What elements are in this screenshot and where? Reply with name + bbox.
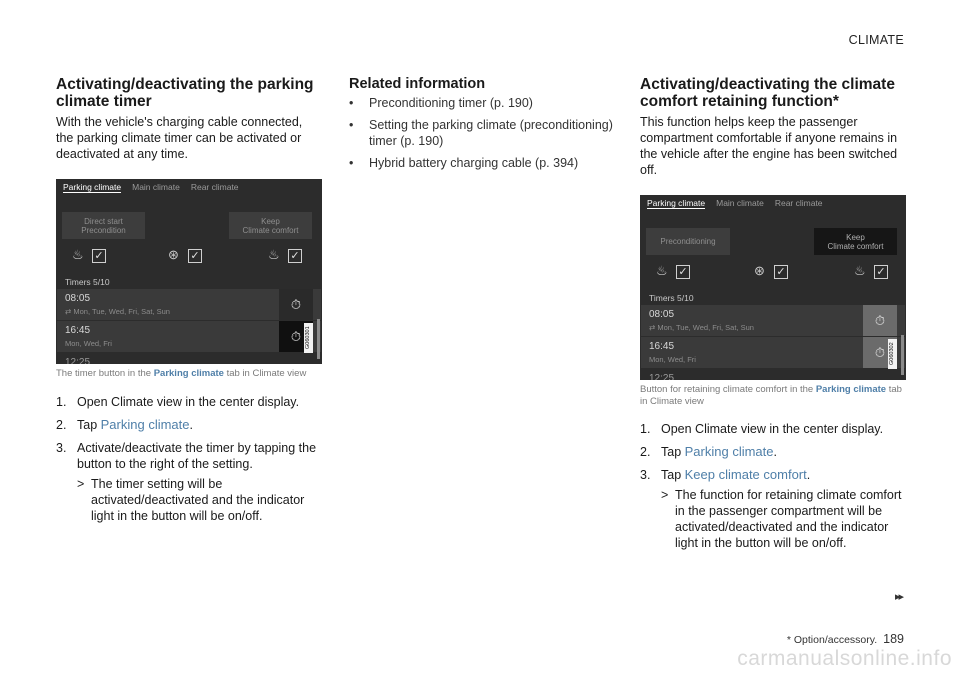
section-header: CLIMATE bbox=[848, 33, 904, 47]
step-item: 2. Tap Parking climate. bbox=[56, 416, 193, 432]
scrollbar[interactable] bbox=[317, 319, 320, 359]
step-result: > The timer setting will be activated/deactivated and the indicator light in the button will be on/off. bbox=[77, 476, 305, 523]
timer-icon: ⏱ bbox=[874, 312, 886, 328]
step-result: > The function for retaining climate comfort in the passenger compartment will be activated/deactivated and the indicator light in the button will be on/off. bbox=[661, 488, 902, 550]
section-title: Activating/deactivating the climate comfort retaining function* bbox=[640, 76, 895, 110]
tab-parking-climate[interactable]: Parking climate bbox=[63, 179, 121, 193]
timer-toggle-button[interactable] bbox=[279, 289, 313, 320]
checkbox-checked-icon[interactable]: ✓ bbox=[676, 265, 690, 279]
screen-tabs bbox=[640, 195, 906, 213]
seat-heat-icon: ♨ bbox=[72, 247, 84, 262]
steering-heat-icon: ⊛ bbox=[754, 263, 765, 278]
intro-paragraph: With the vehicle's charging cable connected, the parking climate timer can be activated or deactivated at any time. bbox=[56, 115, 303, 161]
timer-days: ⇄ Mon, Tue, Wed, Fri, Sat, Sun bbox=[65, 307, 170, 316]
tab-main-climate[interactable]: Main climate bbox=[716, 198, 764, 208]
related-link[interactable]: • Hybrid battery charging cable (p. 394) bbox=[349, 156, 579, 170]
preconditioning-button[interactable]: Preconditioning bbox=[646, 228, 730, 255]
checkbox-checked-icon[interactable]: ✓ bbox=[874, 265, 888, 279]
page-number: 189 bbox=[883, 632, 904, 646]
timer-row[interactable] bbox=[641, 305, 905, 336]
figure-caption: Button for retaining climate comfort in the Parking climate tab in Climate view bbox=[640, 384, 902, 407]
checkbox-checked-icon[interactable]: ✓ bbox=[288, 249, 302, 263]
timer-icon: ⏱ bbox=[290, 328, 302, 344]
timer-days: Mon, Wed, Fri bbox=[65, 339, 112, 348]
footnote: * Option/accessory. 189 bbox=[786, 632, 904, 646]
related-info-title: Related information bbox=[349, 76, 486, 92]
next-page-arrows-icon[interactable]: ▸▸ bbox=[894, 591, 902, 603]
screen-tabs bbox=[56, 179, 322, 197]
tab-rear-climate[interactable]: Rear climate bbox=[190, 182, 239, 192]
image-id-label: G060301 bbox=[304, 323, 313, 353]
column-climate-comfort bbox=[640, 76, 908, 558]
checkbox-checked-icon[interactable]: ✓ bbox=[188, 249, 202, 263]
timer-days: Mon, Wed, Fri bbox=[649, 355, 696, 364]
step-item: 1. Open Climate view in the center display. bbox=[56, 394, 300, 409]
timer-icon: ⏱ bbox=[874, 344, 886, 360]
timer-time: 16:45 bbox=[649, 341, 675, 352]
tab-parking-climate[interactable]: Parking climate bbox=[647, 195, 705, 209]
rear-seat-heat-icon: ♨ bbox=[268, 247, 280, 262]
intro-paragraph: This function helps keep the passenger compartment comfortable if anyone remains in the vehicle after the engine has been switched off. bbox=[640, 115, 898, 177]
tab-main-climate[interactable]: Main climate bbox=[132, 182, 180, 192]
steps-list bbox=[640, 421, 908, 551]
timer-time: 16:45 bbox=[65, 325, 91, 336]
watermark: carmanualsonline.info bbox=[737, 647, 952, 670]
timers-label: Timers 5/10 bbox=[65, 277, 110, 287]
seat-heat-row bbox=[56, 247, 322, 269]
step-item: 2. Tap Parking climate. bbox=[640, 444, 777, 459]
keep-climate-comfort-button[interactable]: Keep Climate comfort bbox=[814, 228, 897, 255]
timers-label: Timers 5/10 bbox=[649, 293, 694, 303]
rear-seat-heat-icon: ♨ bbox=[854, 263, 866, 278]
timer-days: ⇄ Mon, Tue, Wed, Fri, Sat, Sun bbox=[649, 323, 754, 332]
climate-screen-illustration bbox=[640, 195, 906, 380]
column-related-info bbox=[349, 76, 614, 177]
seat-heat-icon: ♨ bbox=[656, 263, 668, 278]
seat-heat-row bbox=[640, 263, 906, 285]
related-link[interactable]: • Setting the parking climate (preconditioning) timer (p. 190) bbox=[349, 118, 613, 148]
image-id-label: G060302 bbox=[888, 339, 897, 369]
timer-icon: ⏱ bbox=[290, 296, 302, 312]
steering-heat-icon: ⊛ bbox=[168, 247, 179, 262]
column-parking-timer bbox=[56, 76, 322, 531]
checkbox-checked-icon[interactable]: ✓ bbox=[774, 265, 788, 279]
timer-row[interactable] bbox=[57, 289, 321, 320]
step-item: 3. Tap Keep climate comfort. > The function for retaining climate comfort in the passenger compartment will be activated/deactivated and the indicator light in the button will be on/off. bbox=[640, 467, 908, 551]
timer-row[interactable] bbox=[641, 337, 905, 368]
related-link[interactable]: • Preconditioning timer (p. 190) bbox=[349, 96, 533, 110]
timer-toggle-button[interactable] bbox=[863, 305, 897, 336]
section-title: Activating/deactivating the parking climate timer bbox=[56, 76, 314, 110]
related-links-list bbox=[349, 95, 614, 171]
step-item: 1. Open Climate view in the center display. bbox=[640, 422, 884, 436]
keep-climate-comfort-button[interactable]: Keep Climate comfort bbox=[229, 212, 312, 239]
timer-time-partial: 12:25 bbox=[649, 373, 675, 380]
scrollbar[interactable] bbox=[901, 335, 904, 375]
timer-time: 08:05 bbox=[65, 293, 91, 304]
timer-row[interactable] bbox=[57, 321, 321, 352]
tab-rear-climate[interactable]: Rear climate bbox=[774, 198, 823, 208]
figure-caption: The timer button in the Parking climate tab in Climate view bbox=[56, 368, 307, 379]
repeat-icon: ⇄ bbox=[65, 307, 74, 316]
timer-time: 08:05 bbox=[649, 309, 675, 320]
repeat-icon: ⇄ bbox=[649, 323, 658, 332]
step-item: 3. Activate/deactivate the timer by tapping the button to the right of the setting. > The timer setting will be activated/deactivated and the indicator light in the button will be on/off. bbox=[56, 440, 322, 524]
timer-time-partial: 12:25 bbox=[65, 357, 91, 364]
steps-list bbox=[56, 394, 322, 524]
direct-start-button[interactable]: Direct start Precondition bbox=[62, 212, 145, 239]
checkbox-checked-icon[interactable]: ✓ bbox=[92, 249, 106, 263]
climate-screen-illustration bbox=[56, 179, 322, 364]
